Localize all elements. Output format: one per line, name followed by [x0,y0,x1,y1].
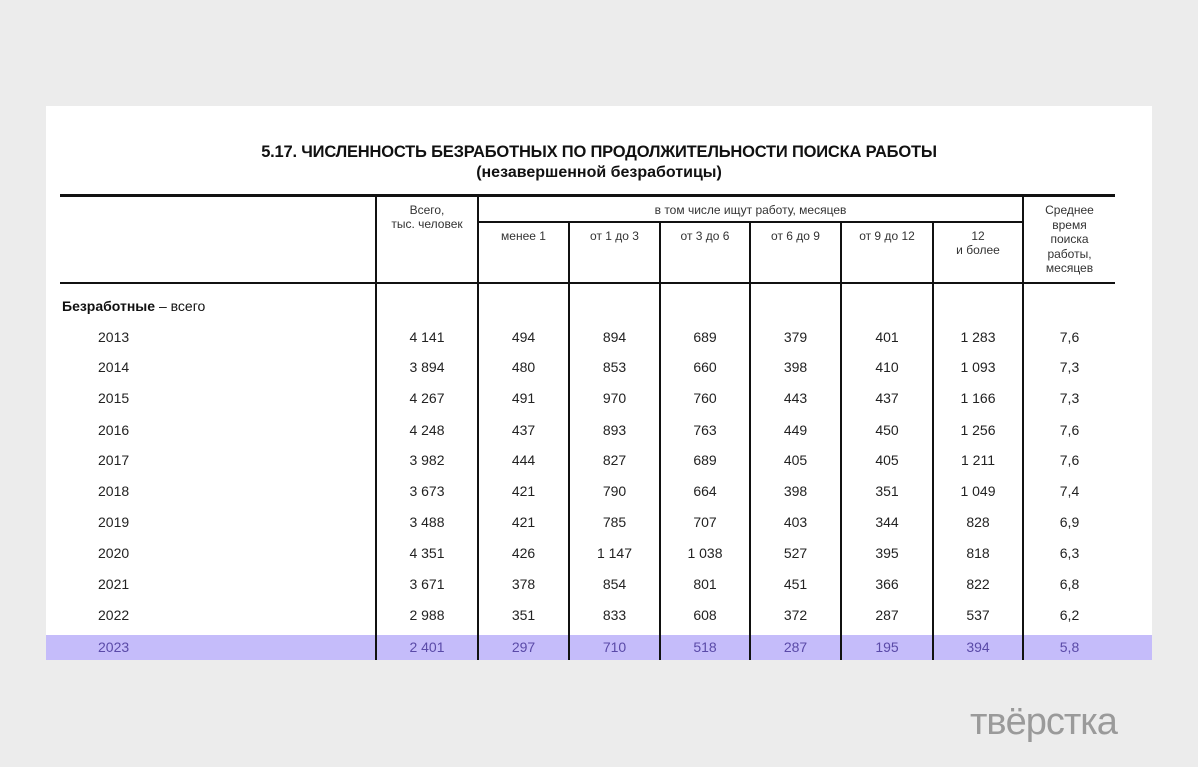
cell-m12p: 822 [966,576,990,592]
cell-m9_12: 287 [875,607,899,623]
header-12plus [934,229,1022,257]
cell-lt1: 494 [511,329,536,345]
cell-lt1: 437 [511,422,536,438]
row-year: 2019 [98,514,130,530]
header-avg-line5: месяцев [1045,261,1094,275]
header-avg [1024,203,1115,276]
section-label [62,292,205,320]
cell-m6_9: 527 [783,545,808,561]
cell-avg: 5,8 [1059,639,1080,655]
cell-m9_12: 344 [875,514,899,530]
header-avg-line3: поиска [1050,232,1089,246]
cell-m1_3: 833 [602,607,627,623]
header-group: в том числе ищут работу, месяцев [654,203,847,217]
cell-m1_3: 854 [602,576,627,592]
cell-m1_3: 853 [602,359,627,375]
cell-m1_3: 785 [602,514,627,530]
cell-m9_12: 450 [875,422,899,438]
cell-m12p: 828 [966,514,990,530]
cell-m3_6: 707 [693,514,717,530]
section-label-rest: – всего [155,298,206,314]
header-12plus-line2: и более [956,243,1000,257]
row-year: 2023 [98,639,130,655]
cell-m6_9: 451 [783,576,808,592]
table-subtitle: (незавершенной безработицы) [476,164,722,181]
cell-m3_6: 518 [693,639,717,655]
row-year: 2020 [98,545,130,561]
cell-lt1: 491 [511,390,536,406]
brand-logo: твёрстка [970,701,1117,743]
row-year: 2022 [98,607,130,623]
cell-avg: 6,2 [1059,607,1080,623]
row-year: 2016 [98,422,130,438]
header-total-line1: Всего, [409,203,445,217]
cell-total: 3 671 [409,576,445,592]
cell-avg: 6,3 [1059,545,1080,561]
cell-m9_12: 395 [875,545,899,561]
cell-avg: 7,3 [1059,359,1080,375]
cell-m9_12: 405 [875,452,899,468]
table-top-rule [60,194,1115,197]
cell-avg: 7,3 [1059,390,1080,406]
cell-total: 4 141 [409,329,445,345]
cell-m12p: 1 166 [960,390,996,406]
cell-m9_12: 437 [875,390,899,406]
cell-avg: 7,6 [1059,329,1080,345]
header-avg-line1: Среднее [1045,203,1094,217]
cell-total: 4 267 [409,390,445,406]
cell-m1_3: 1 147 [596,545,633,561]
row-year: 2015 [98,390,130,406]
cell-m1_3: 894 [602,329,627,345]
cell-m12p: 537 [966,607,990,623]
cell-total: 2 401 [409,639,445,655]
document-card [46,106,1152,660]
cell-m1_3: 970 [602,390,627,406]
section-label-bold: Безработные [62,298,156,314]
cell-avg: 7,6 [1059,452,1080,468]
cell-m3_6: 689 [693,452,717,468]
cell-m1_3: 710 [602,639,627,655]
cell-total: 3 673 [409,483,445,499]
cell-m3_6: 608 [693,607,717,623]
cell-lt1: 421 [511,483,536,499]
header-1-3: от 1 до 3 [590,229,639,243]
row-year: 2014 [98,359,130,375]
cell-m3_6: 760 [693,390,717,406]
cell-m6_9: 398 [783,483,808,499]
cell-m3_6: 801 [693,576,717,592]
cell-m6_9: 287 [783,639,808,655]
cell-avg: 7,4 [1059,483,1080,499]
cell-m9_12: 195 [875,639,899,655]
row-year: 2013 [98,329,130,345]
cell-m9_12: 410 [875,359,899,375]
header-12plus-line1: 12 [971,229,985,243]
cell-m1_3: 790 [602,483,627,499]
cell-m9_12: 366 [875,576,899,592]
cell-total: 3 488 [409,514,445,530]
header-lt1: менее 1 [501,229,546,243]
header-total [377,203,477,231]
cell-avg: 6,9 [1059,514,1080,530]
cell-m3_6: 689 [693,329,717,345]
cell-m12p: 1 283 [960,329,996,345]
cell-avg: 7,6 [1059,422,1080,438]
cell-total: 4 351 [409,545,445,561]
table-title: 5.17. ЧИСЛЕННОСТЬ БЕЗРАБОТНЫХ ПО ПРОДОЛЖИТЕЛЬНОСТИ ПОИСКА РАБОТЫ [261,143,937,161]
cell-total: 2 988 [409,607,445,623]
cell-lt1: 421 [511,514,536,530]
cell-m6_9: 449 [783,422,808,438]
cell-m6_9: 405 [783,452,808,468]
row-year: 2021 [98,576,130,592]
cell-avg: 6,8 [1059,576,1080,592]
cell-m1_3: 827 [602,452,627,468]
cell-lt1: 444 [511,452,536,468]
row-year: 2017 [98,452,130,468]
cell-total: 4 248 [409,422,445,438]
header-6-9: от 6 до 9 [771,229,820,243]
cell-m6_9: 379 [783,329,808,345]
cell-lt1: 297 [511,639,536,655]
header-9-12: от 9 до 12 [859,229,915,243]
header-total-line2: тыс. человек [391,217,463,231]
header-3-6: от 3 до 6 [680,229,730,243]
cell-lt1: 480 [511,359,536,375]
cell-m9_12: 401 [875,329,899,345]
cell-m6_9: 403 [783,514,808,530]
cell-m6_9: 443 [783,390,808,406]
cell-m12p: 1 211 [961,452,995,468]
cell-lt1: 426 [511,545,536,561]
cell-lt1: 351 [511,607,536,623]
cell-m6_9: 372 [783,607,808,623]
header-avg-line4: работы, [1047,246,1092,261]
cell-lt1: 378 [511,576,536,592]
cell-m12p: 394 [966,639,990,655]
cell-m3_6: 660 [693,359,717,375]
cell-m3_6: 763 [693,422,717,438]
cell-m12p: 1 093 [960,359,996,375]
cell-m12p: 818 [966,545,990,561]
cell-m3_6: 664 [693,483,717,499]
cell-m12p: 1 049 [960,483,996,499]
cell-m1_3: 893 [602,422,627,438]
cell-m9_12: 351 [875,483,899,499]
cell-m3_6: 1 038 [687,545,723,561]
row-year: 2018 [98,483,130,499]
header-avg-line2: время [1052,217,1087,232]
cell-m6_9: 398 [783,359,808,375]
cell-m12p: 1 256 [960,422,996,438]
cell-total: 3 894 [409,359,445,375]
header-bottom-rule [60,282,1115,284]
cell-total: 3 982 [409,452,445,468]
